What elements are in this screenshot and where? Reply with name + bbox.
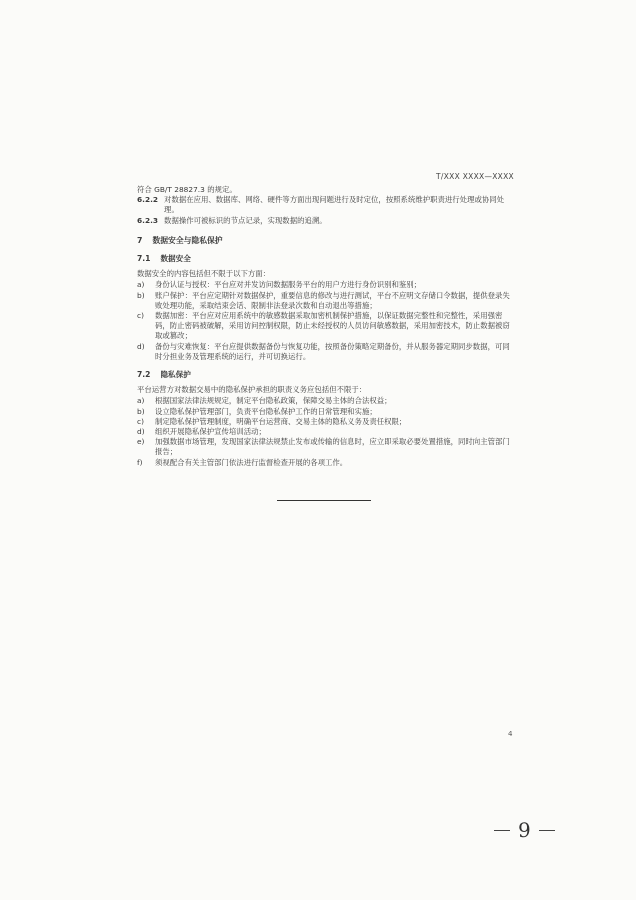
list-text: 备份与灾难恢复：平台应提供数据备份与恢复功能，按照备份策略定期备份，并从服务器定期同步数据，可同时分担业务及管理系统的运行，并可切换运行。 xyxy=(155,341,510,361)
subsection-title: 隐私保护 xyxy=(160,370,191,380)
list-item xyxy=(137,458,515,468)
section-7-2-intro: 平台运营方对数据交易中的隐私保护承担的职责义务应包括但不限于： xyxy=(137,385,367,395)
section-7-2-heading xyxy=(137,370,515,380)
list-item xyxy=(137,407,515,417)
list-item xyxy=(137,342,515,362)
document-body xyxy=(137,185,515,468)
list-marker: d) xyxy=(137,341,145,351)
list-marker: f) xyxy=(137,457,143,467)
list-marker: b) xyxy=(137,290,145,300)
folio-dash-left xyxy=(494,830,510,831)
folio-number: 9 xyxy=(518,818,531,842)
list-text: 数据加密：平台应对应用系统中的敏感数据采取加密机制保护措施，以保证数据完整性和完整性，采用强密码，防止密码被破解，采用访问控制权限，防止未经授权的人员访问敏感数据，采用加密技术，防止数据被窃取或篡改； xyxy=(155,311,510,341)
list-text: 设立隐私保护管理部门，负责平台隐私保护工作的日常管理和实施； xyxy=(155,406,377,416)
list-marker: c) xyxy=(137,311,144,321)
list-item xyxy=(137,291,515,311)
section-7-1-heading xyxy=(137,254,515,264)
section-7-heading xyxy=(137,236,515,246)
document-id: T/XXX XXXX—XXXX xyxy=(435,172,514,181)
list-item xyxy=(137,280,515,290)
list-item xyxy=(137,417,515,427)
folio-dash-right xyxy=(539,830,555,831)
folio xyxy=(486,818,563,842)
subsection-number: 7.2 xyxy=(137,370,151,380)
list-item xyxy=(137,437,515,457)
list-item xyxy=(137,311,515,342)
subsection-title: 数据安全 xyxy=(160,254,191,264)
list-marker: a) xyxy=(137,396,145,406)
list-item xyxy=(137,396,515,406)
section-title: 数据安全与隐私保护 xyxy=(152,235,223,245)
clause-number: 6.2.3 xyxy=(137,215,159,225)
list-text: 根据国家法律法规规定，制定平台隐私政策，保障交易主体的合法权益； xyxy=(155,396,392,406)
list-marker: b) xyxy=(137,406,145,416)
continuation-text: 符合 GB/T 28827.3 的规定。 xyxy=(137,185,237,194)
section-number: 7 xyxy=(137,235,143,245)
section-7-1-intro: 数据安全的内容包括但不限于以下方面： xyxy=(137,269,271,279)
clause-6-2-3 xyxy=(137,216,515,226)
subsection-number: 7.1 xyxy=(137,254,151,264)
inner-page-number: 4 xyxy=(508,730,513,738)
list-text: 制定隐私保护管理制度，明确平台运营商、交易主体的隐私义务及责任权限； xyxy=(155,416,407,426)
list-text: 加强数据市场管理，发现国家法律法规禁止发布或传输的信息时，应立即采取必要处置措施，同时向主管部门报告； xyxy=(155,437,510,457)
list-marker: e) xyxy=(137,437,145,447)
list-marker: c) xyxy=(137,416,144,426)
end-rule-divider xyxy=(277,500,371,501)
list-item xyxy=(137,427,515,437)
list-text: 组织开展隐私保护宣传培训活动； xyxy=(155,427,266,437)
list-marker: a) xyxy=(137,280,145,290)
list-text: 须视配合有关主管部门依法进行监督检查开展的各项工作。 xyxy=(155,457,348,467)
clause-text: 数据操作可被标识的节点记录，实现数据的追溯。 xyxy=(164,215,327,225)
clause-number: 6.2.2 xyxy=(137,195,159,205)
clause-text: 对数据在应用、数据库、网络、硬件等方面出现问题进行及时定位，按照系统维护职责进行处理或协同处理。 xyxy=(164,195,505,215)
list-text: 账户保护：平台应定期针对数据保护，重要信息的修改与进行测试，平台不应明文存储口令数据，提供登录失败处理功能，采取结束会话、限制非法登录次数和自动退出等措施； xyxy=(155,290,510,310)
list-marker: d) xyxy=(137,427,145,437)
clause-6-2-2 xyxy=(137,195,515,215)
list-text: 身份认证与授权：平台应对并发访问数据服务平台的用户方进行身份识别和鉴别； xyxy=(155,280,422,290)
